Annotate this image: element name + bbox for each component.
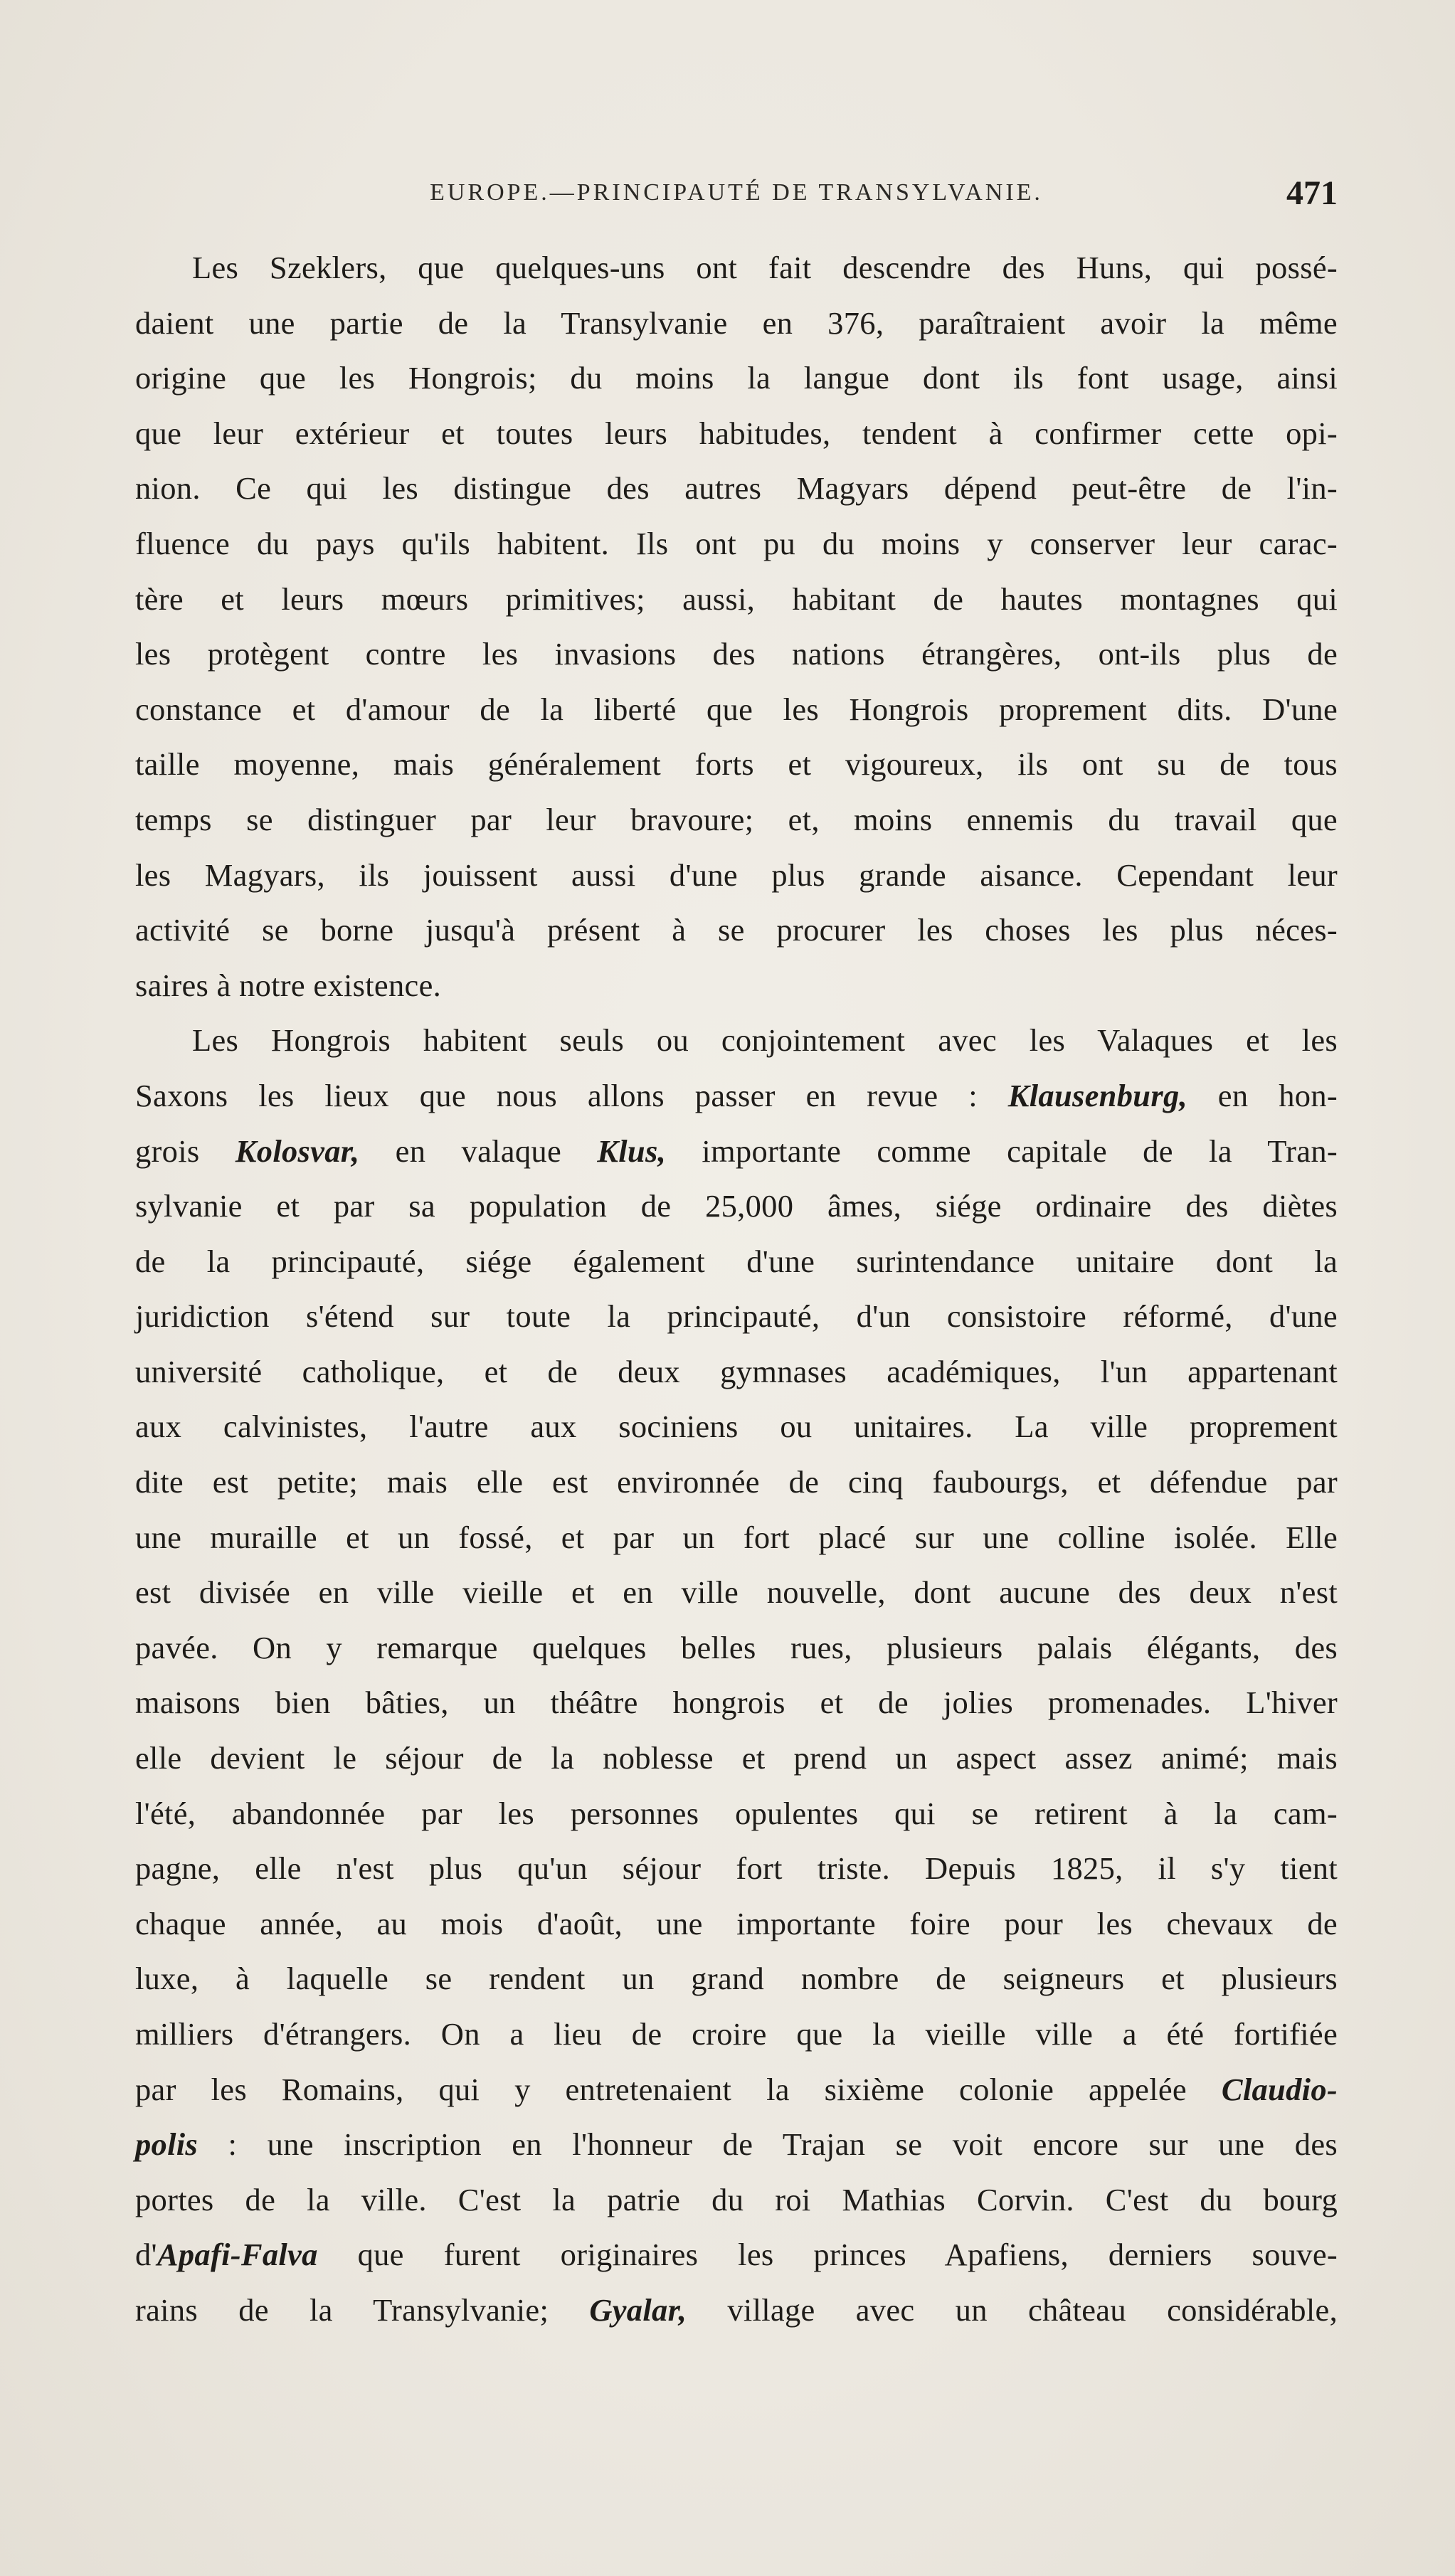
text-line: Saxons les lieux que nous allons passer en revue : Klausenburg, en hon-	[135, 1077, 1338, 1113]
body-text	[135, 240, 1338, 2338]
page-number: 471	[1286, 174, 1338, 212]
text-line: temps se distinguer par leur bravoure; et, moins ennemis du travail que	[135, 801, 1338, 837]
running-title: EUROPE.—PRINCIPAUTÉ DE TRANSYLVANIE.	[430, 179, 1043, 206]
text-line: juridiction s'étend sur toute la principauté, d'un consistoire réformé, d'une	[135, 1298, 1338, 1335]
text-line: que leur extérieur et toutes leurs habitudes, tendent à confirmer cette opi-	[135, 415, 1338, 451]
text-line: Les Hongrois habitent seuls ou conjointement avec les Valaques et les	[192, 1022, 1338, 1059]
text-line: saires à notre existence.	[135, 967, 442, 1003]
text-line: de la principauté, siége également d'une surintendance unitaire dont la	[135, 1243, 1338, 1279]
text-line: rains de la Transylvanie; Gyalar, village avec un château considérable,	[135, 2291, 1338, 2328]
text-line: pavée. On y remarque quelques belles rues, plusieurs palais élégants, des	[135, 1629, 1338, 1665]
text-line: est divisée en ville vieille et en ville nouvelle, dont aucune des deux n'est	[135, 1574, 1338, 1611]
text-line: elle devient le séjour de la noblesse et prend un aspect assez animé; mais	[135, 1740, 1338, 1776]
text-line: Les Szeklers, que quelques-uns ont fait descendre des Huns, qui possé-	[192, 250, 1338, 285]
text-line: d'Apafi-Falva que furent originaires les princes Apafiens, derniers souve-	[135, 2237, 1338, 2273]
text-line: fluence du pays qu'ils habitent. Ils ont pu du moins y conserver leur carac-	[135, 525, 1338, 561]
text-line: portes de la ville. C'est la patrie du roi Mathias Corvin. C'est du bourg	[135, 2181, 1338, 2217]
text-line: dite est petite; mais elle est environnée de cinq faubourgs, et défendue par	[135, 1464, 1338, 1500]
page-header	[135, 174, 1338, 221]
text-line: luxe, à laquelle se rendent un grand nombre de seigneurs et plusieurs	[135, 1961, 1338, 1997]
text-line: les Magyars, ils jouissent aussi d'une plus grande aisance. Cependant leur	[135, 857, 1338, 893]
text-line: polis : une inscription en l'honneur de Trajan se voit encore sur une des	[135, 2126, 1338, 2163]
text-line: université catholique, et de deux gymnases académiques, l'un appartenant	[135, 1353, 1338, 1389]
text-line: origine que les Hongrois; du moins la langue dont ils font usage, ainsi	[135, 360, 1338, 396]
text-line: daient une partie de la Transylvanie en 376, paraîtraient avoir la même	[135, 304, 1338, 341]
text-line: une muraille et un fossé, et par un fort placé sur une colline isolée. Elle	[135, 1519, 1338, 1555]
text-line: nion. Ce qui les distingue des autres Magyars dépend peut-être de l'in-	[135, 470, 1338, 507]
text-line: chaque année, au mois d'août, une importante foire pour les chevaux de	[135, 1905, 1338, 1941]
text-line: par les Romains, qui y entretenaient la sixième colonie appelée Claudio-	[135, 2071, 1338, 2107]
text-line: aux calvinistes, l'autre aux sociniens ou unitaires. La ville proprement	[135, 1409, 1338, 1445]
text-line: l'été, abandonnée par les personnes opulentes qui se retirent à la cam-	[135, 1795, 1338, 1831]
text-line: les protègent contre les invasions des nations étrangères, ont-ils plus de	[135, 636, 1338, 672]
text-line: taille moyenne, mais généralement forts et vigoureux, ils ont su de tous	[135, 746, 1338, 783]
text-line: tère et leurs mœurs primitives; aussi, habitant de hautes montagnes qui	[135, 581, 1338, 617]
text-line: milliers d'étrangers. On a lieu de croire que la vieille ville a été fortifiée	[135, 2016, 1338, 2052]
text-line: maisons bien bâties, un théâtre hongrois et de jolies promenades. L'hiver	[135, 1685, 1338, 1721]
text-line: pagne, elle n'est plus qu'un séjour fort triste. Depuis 1825, il s'y tient	[135, 1850, 1338, 1887]
text-line: activité se borne jusqu'à présent à se procurer les choses les plus néces-	[135, 912, 1338, 948]
text-line: grois Kolosvar, en valaque Klus, importante comme capitale de la Tran-	[135, 1133, 1338, 1169]
text-line: constance et d'amour de la liberté que les Hongrois proprement dits. D'une	[135, 691, 1338, 727]
text-line: sylvanie et par sa population de 25,000 âmes, siége ordinaire des diètes	[135, 1188, 1338, 1224]
